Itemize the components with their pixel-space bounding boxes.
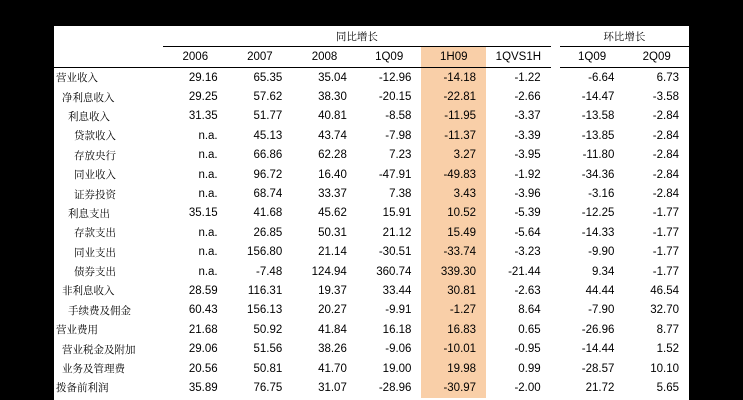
column-gap — [551, 165, 560, 184]
table-cell: 19.98 — [421, 359, 486, 378]
table-cell: 21.68 — [188, 323, 218, 336]
table-cell: 7.38 — [389, 188, 412, 201]
table-cell: -1.77 — [652, 246, 679, 259]
column-header-highlighted: 1H09 — [421, 47, 486, 68]
column-header: 1Q09 — [357, 47, 422, 68]
table-cell: 62.28 — [318, 149, 347, 162]
table-cell: -1.22 — [514, 71, 541, 84]
table-cell: -20.15 — [378, 91, 412, 104]
table-cell: -5.64 — [514, 226, 541, 239]
table-cell: -13.85 — [581, 129, 615, 142]
table-cell: 31.07 — [318, 381, 347, 394]
table-row — [54, 281, 689, 300]
table-cell: -12.25 — [581, 207, 615, 220]
table-cell: 46.54 — [650, 284, 679, 297]
table-cell: 360.74 — [376, 265, 412, 278]
table-cell: 35.15 — [188, 207, 218, 220]
table-cell: 33.37 — [318, 188, 347, 201]
table-cell: 96.72 — [253, 168, 283, 181]
table-cell: 60.43 — [188, 304, 218, 317]
table-cell: -11.37 — [421, 126, 486, 145]
growth-table — [54, 26, 689, 398]
table-cell: -0.95 — [514, 343, 541, 356]
column-gap — [551, 243, 560, 262]
table-cell: 19.37 — [318, 284, 347, 297]
table-cell: -1.77 — [652, 207, 679, 220]
row-label: 营业税金及附加 — [62, 343, 136, 356]
row-label: 利息支出 — [68, 207, 110, 220]
table-cell: -1.77 — [652, 265, 679, 278]
group-header-yoy: 同比增长 — [163, 26, 551, 47]
table-row — [54, 301, 689, 320]
row-label: 净利息收入 — [62, 91, 115, 104]
table-cell: 76.75 — [253, 381, 283, 394]
table-cell: -11.95 — [421, 107, 486, 126]
table-row — [54, 320, 689, 339]
table-cell: -2.00 — [514, 381, 541, 394]
table-row — [54, 339, 689, 358]
table-cell: 31.35 — [188, 110, 218, 123]
table-cell: 43.74 — [318, 129, 347, 142]
table-cell: 8.77 — [656, 323, 679, 336]
table-cell: n.a. — [198, 265, 218, 278]
header-gap — [551, 47, 560, 68]
table-cell: 29.16 — [188, 71, 218, 84]
table-row — [54, 262, 689, 281]
table-cell: -22.81 — [421, 87, 486, 106]
row-label: 手续费及佣金 — [68, 304, 131, 317]
table-cell: 16.18 — [382, 323, 412, 336]
table-cell: 0.65 — [518, 323, 541, 336]
table-cell: 124.94 — [311, 265, 347, 278]
table-body — [54, 68, 689, 398]
column-gap — [551, 204, 560, 223]
table-row — [54, 204, 689, 223]
table-cell: n.a. — [198, 188, 218, 201]
column-header: 2006 — [163, 47, 228, 68]
column-gap — [551, 223, 560, 242]
table-cell: -14.33 — [581, 226, 615, 239]
table-cell: 38.30 — [318, 91, 347, 104]
table-cell: 68.74 — [253, 188, 283, 201]
row-label: 同业收入 — [74, 169, 116, 182]
table-cell: 15.91 — [382, 207, 412, 220]
table-cell: 156.13 — [247, 304, 283, 317]
column-gap — [551, 68, 560, 88]
table-cell: -2.63 — [514, 284, 541, 297]
table-cell: -14.44 — [581, 343, 615, 356]
table-cell: -10.01 — [421, 339, 486, 358]
table-cell: 26.85 — [253, 226, 283, 239]
table-cell: 51.77 — [253, 110, 283, 123]
table-cell: 21.14 — [318, 246, 347, 259]
table-cell: -3.16 — [588, 188, 615, 201]
column-header: 1QVS1H — [486, 47, 551, 68]
table-row — [54, 107, 689, 126]
table-cell: 44.44 — [585, 284, 615, 297]
column-header: 2007 — [228, 47, 293, 68]
table-cell: 156.80 — [247, 246, 283, 259]
table-cell: -49.83 — [421, 165, 486, 184]
table-cell: 45.13 — [253, 129, 283, 142]
table-cell: -47.91 — [378, 168, 412, 181]
column-gap — [551, 281, 560, 300]
table-cell: 29.25 — [188, 91, 218, 104]
table-cell: 40.81 — [318, 110, 347, 123]
table-cell: 8.64 — [518, 304, 541, 317]
table-cell: 20.27 — [318, 304, 347, 317]
table-cell: 16.83 — [421, 320, 486, 339]
row-label: 贷款收入 — [74, 130, 116, 143]
table-cell: -8.58 — [385, 110, 412, 123]
table-cell: -11.80 — [582, 149, 615, 162]
table-cell: 116.31 — [247, 284, 283, 297]
table-cell: n.a. — [198, 226, 218, 239]
table-cell: -3.39 — [514, 129, 541, 142]
table-cell: -33.74 — [421, 243, 486, 262]
table-cell: n.a. — [198, 129, 218, 142]
header-blank — [54, 47, 163, 68]
table-cell: 10.10 — [650, 362, 679, 375]
table-cell: 0.99 — [518, 362, 541, 375]
table-cell: -30.51 — [378, 246, 412, 259]
table-cell: -1.77 — [652, 226, 679, 239]
column-gap — [551, 301, 560, 320]
table-cell: -3.37 — [514, 110, 541, 123]
table-cell: -2.84 — [652, 149, 679, 162]
table-cell: -9.91 — [385, 304, 412, 317]
column-gap — [551, 126, 560, 145]
table-cell: -3.23 — [514, 246, 541, 259]
table-cell: -12.96 — [378, 71, 412, 84]
table-cell: 35.04 — [318, 71, 347, 84]
column-gap — [551, 378, 560, 397]
table-cell: -7.90 — [588, 304, 615, 317]
table-cell: -1.27 — [421, 301, 486, 320]
column-gap — [551, 339, 560, 358]
table-cell: -28.96 — [378, 381, 412, 394]
row-label: 债券支出 — [74, 266, 116, 279]
table-cell: 50.31 — [318, 226, 347, 239]
table-cell: n.a. — [198, 168, 218, 181]
growth-table-sheet — [54, 26, 689, 400]
table-cell: 57.62 — [253, 91, 283, 104]
row-label: 证券投资 — [74, 188, 116, 201]
table-row — [54, 146, 689, 165]
table-cell: 7.23 — [389, 149, 412, 162]
row-label: 拨备前利润 — [56, 382, 109, 395]
table-cell: n.a. — [198, 149, 218, 162]
table-cell: -21.44 — [508, 265, 541, 278]
table-cell: -3.58 — [652, 91, 679, 104]
row-label: 营业费用 — [56, 324, 98, 337]
table-row — [54, 378, 689, 397]
row-label: 存款支出 — [74, 227, 116, 240]
table-cell: 5.65 — [656, 381, 679, 394]
column-gap — [551, 262, 560, 281]
table-cell: -34.36 — [581, 168, 615, 181]
table-cell: -3.95 — [514, 149, 541, 162]
table-cell: -2.84 — [652, 129, 679, 142]
table-cell: 32.70 — [650, 304, 679, 317]
column-gap — [551, 184, 560, 203]
table-cell: 29.06 — [188, 343, 218, 356]
table-cell: 50.81 — [253, 362, 283, 375]
row-label: 利息收入 — [68, 110, 110, 123]
table-cell: 41.68 — [253, 207, 283, 220]
group-header-qoq: 环比增长 — [560, 26, 689, 47]
table-cell: -5.39 — [514, 207, 541, 220]
table-cell: -14.18 — [421, 68, 486, 88]
row-label: 非利息收入 — [62, 285, 115, 298]
table-cell: -28.57 — [581, 362, 615, 375]
table-row — [54, 359, 689, 378]
column-gap — [551, 107, 560, 126]
table-row — [54, 223, 689, 242]
column-header: 2008 — [292, 47, 357, 68]
table-cell: -7.48 — [256, 265, 283, 278]
table-row — [54, 126, 689, 145]
table-cell: 21.72 — [585, 381, 615, 394]
header-gap — [551, 26, 560, 47]
table-cell: 339.30 — [421, 262, 486, 281]
table-cell: 6.73 — [656, 71, 679, 84]
table-cell: -6.64 — [588, 71, 615, 84]
column-gap — [551, 359, 560, 378]
table-cell: 16.40 — [318, 168, 347, 181]
table-cell: 9.34 — [591, 265, 615, 278]
table-row — [54, 243, 689, 262]
table-cell: n.a. — [198, 246, 218, 259]
table-cell: 33.44 — [382, 284, 412, 297]
table-cell: 10.52 — [421, 204, 486, 223]
table-cell: -9.06 — [385, 343, 412, 356]
table-cell: 45.62 — [318, 207, 347, 220]
table-cell: -2.84 — [652, 188, 679, 201]
table-cell: 38.26 — [318, 343, 347, 356]
table-cell: 66.86 — [253, 149, 283, 162]
table-cell: -2.84 — [652, 168, 679, 181]
table-cell: 19.00 — [382, 362, 412, 375]
table-cell: -26.96 — [581, 323, 615, 336]
table-cell: -2.84 — [652, 110, 679, 123]
row-label: 存放央行 — [74, 149, 116, 162]
table-cell: 30.81 — [421, 281, 486, 300]
table-cell: 41.84 — [318, 323, 347, 336]
row-label: 营业收入 — [56, 72, 98, 85]
header-blank — [54, 26, 163, 47]
table-cell: 35.89 — [188, 381, 218, 394]
table-row — [54, 165, 689, 184]
table-cell: 21.12 — [382, 226, 412, 239]
table-cell: -14.47 — [581, 91, 615, 104]
row-label: 同业支出 — [74, 246, 116, 259]
column-gap — [551, 320, 560, 339]
table-cell: -13.58 — [581, 110, 615, 123]
table-cell: 20.56 — [188, 362, 218, 375]
table-cell: -9.90 — [588, 246, 615, 259]
table-cell: 28.59 — [188, 284, 218, 297]
table-cell: -30.97 — [421, 378, 486, 397]
table-cell: 41.70 — [318, 362, 347, 375]
table-cell: 15.49 — [421, 223, 486, 242]
table-cell: 3.43 — [421, 184, 486, 203]
table-cell: 1.52 — [656, 343, 679, 356]
table-row — [54, 68, 689, 88]
column-header: 1Q09 — [560, 47, 625, 68]
table-cell: -7.98 — [385, 129, 412, 142]
column-gap — [551, 146, 560, 165]
column-gap — [551, 87, 560, 106]
table-cell: 3.27 — [421, 146, 486, 165]
table-row — [54, 87, 689, 106]
table-cell: 51.56 — [253, 343, 283, 356]
table-row — [54, 184, 689, 203]
row-label: 业务及管理费 — [62, 363, 125, 376]
table-cell: -3.96 — [514, 188, 541, 201]
table-cell: 65.35 — [253, 71, 283, 84]
table-cell: -2.66 — [514, 91, 541, 104]
column-header: 2Q09 — [624, 47, 689, 68]
table-cell: -1.92 — [514, 168, 541, 181]
table-cell: 50.92 — [253, 323, 283, 336]
